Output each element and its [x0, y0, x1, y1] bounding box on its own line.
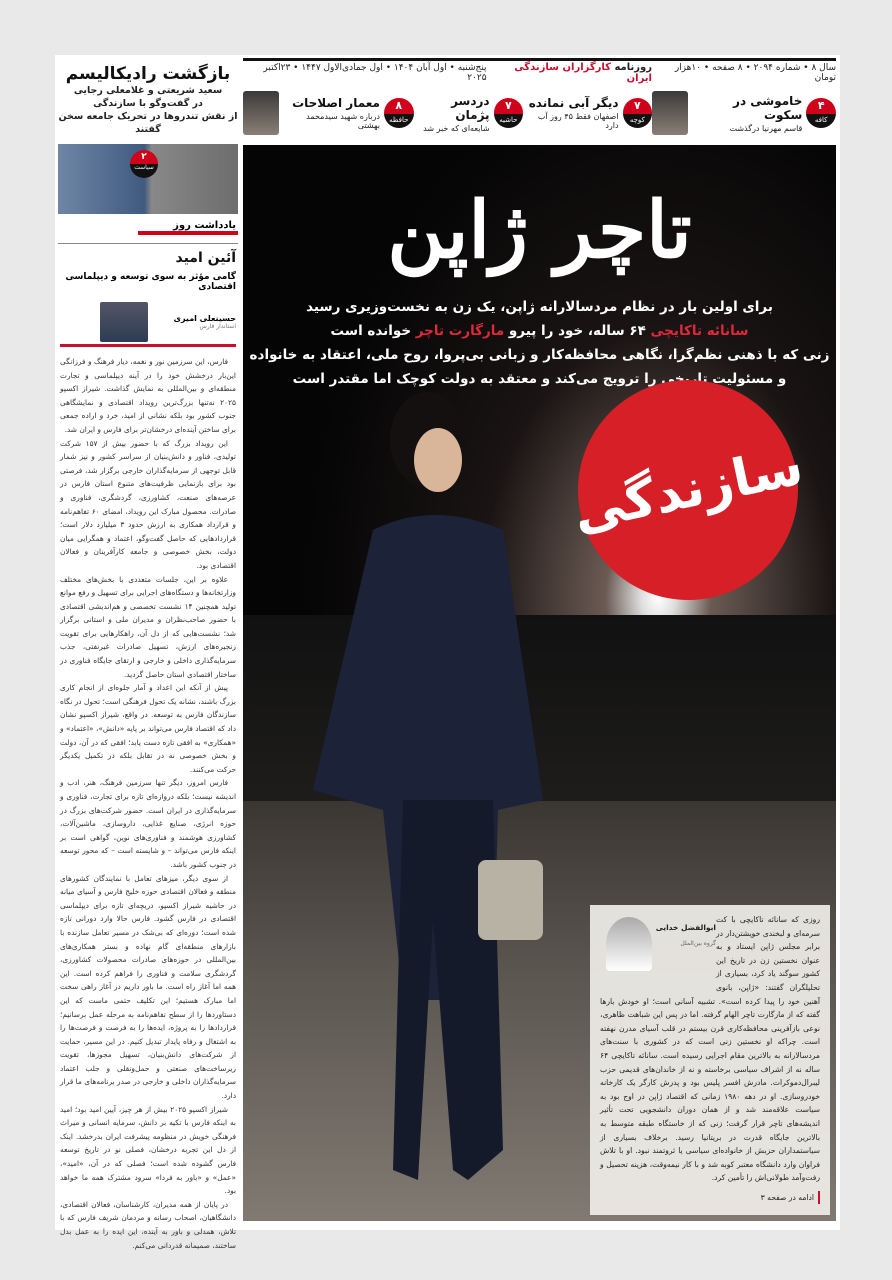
teaser-item[interactable]: ۷ حاشیه دردسر پژمان شایعه‌ای که خبر شد: [414, 88, 524, 138]
teaser-item[interactable]: ۸ حافظه معمار اصلاحات درباره شهید سیدمحمد بهشتی: [243, 88, 414, 138]
teaser-item[interactable]: ۷ کوچه دیگر آبی نمانده اصفهان فقط ۴۵ روز آب دارد: [523, 88, 652, 138]
left-headline: بازگشت رادیکالیسم: [65, 64, 231, 84]
author-block: ابوالفضل خدایی گروه بین‌الملل: [606, 913, 716, 977]
issue-info: سال ۸ • شماره ۲۰۹۴ • ۸ صفحه • ۱۰هزار تومان: [674, 63, 836, 83]
author-photo: [100, 302, 148, 342]
article-body: روزی که سانائه تاکایچی با کت سرمه‌ای و لبخندی خویشتن‌دار در برابر مجلس ژاپن ایستاد و به عنوان نخستین زن در تاریخ این کشور سوگند یاد کرد، بسیاری از تحلیلگران گفتند: «ژاپن، بانوی آهنین خود را پیدا کرده است». تشبیه آسانی است؛ او خودش بارها گفته که از مارگارت تاچر الهام گرفته. اما در پس این شباهت ظاهری، نوعی بازآفرینی محافظه‌کاری قرن بیستم در قلب آسیای مدرن نهفته است. چراکه او نخستین زنی است که در کشوری با سنت‌های مردسالارانه به بالاترین مقام اجرایی رسیده است. سانائه تاکایچی ۶۴ ساله نه از اشراف سیاسی برخاسته و نه از خاندان‌های قدیمی حزب لیبرال‌دموکرات. مادرش افسر پلیس بود و پدرش کارگر یک کارخانه خودروسازی. او در دهه ۱۹۸۰ زمانی که اقتصاد ژاپن در اوج بود به سیاست علاقه‌مند شد و از همان دوران دانشجویی تحت تأثیر اندیشه‌های تاچر قرار گرفت؛ زنی که از خاستگاه طبقه متوسط به بالاترین جایگاه قدرت در بریتانیا رسید. برخلاف بسیاری از سیاستمداران حزبش از خانواده‌ای سیاسی یا ثروتمند نبود. او با تلاش فراوان وارد دانشگاه معتبر کوبه شد و با کار نیمه‌وقت، هزینه تحصیل و رفت‌وآمد طولانی‌اش را تأمین کرد.: [600, 915, 820, 1183]
page-badge: ۷ حاشیه: [494, 98, 524, 128]
masthead: [243, 64, 836, 82]
editorial-title: آئین امید: [175, 250, 236, 266]
author-photo: [606, 917, 652, 971]
page-badge: ۴ کافه: [806, 98, 836, 128]
section-label: یادداشت روز: [138, 220, 238, 235]
left-column: [58, 58, 238, 1250]
divider: [243, 58, 836, 61]
page-badge: ۲ سیاست: [130, 150, 158, 178]
page-badge: ۷ کوچه: [623, 98, 653, 128]
continued-link[interactable]: ادامه در صفحه ۳: [761, 1191, 820, 1205]
sazandegi-logo: سازندگی: [558, 360, 819, 621]
left-story[interactable]: بازگشت رادیکالیسم سعید شریعتی و غلامعلی رجایی در گفت‌وگو با سازندگی از نقش تندروها در تحریک جامعه سخن گفتند: [58, 64, 238, 135]
teaser-item[interactable]: ۴ کافه خاموشی در سکوت قاسم مهرنیا درگذشت: [652, 88, 836, 138]
main-headline: تاچر ژاپن: [387, 185, 692, 276]
portrait-photo: [652, 91, 688, 135]
editorial-subtitle: گامی مؤثر به سوی توسعه و دیپلماسی اقتصادی: [65, 272, 236, 292]
portrait-photo: [243, 91, 279, 135]
author-block: حسینعلی امیری استاندار فارس: [60, 302, 236, 347]
editorial-body: فارس، این سرزمین نور و نغمه، دیار فرهنگ و فرزانگی این‌بار درخشش خود را در آینه دیپلماسی و تجارت منطقه‌ای و بین‌المللی به نمایش گذاشت. شیراز اکسپو ۲۰۲۵ نه‌تنها بزرگ‌ترین رویداد اقتصادی و نمایشگاهی جنوب کشور بود بلکه نشانی از امید، خرد و اراده جمعی برای ساختن آینده‌ای درخشان‌تر برای فارس و ایران شد. این رویداد بزرگ که با حضور بیش از ۱۵۷ شرکت تولیدی، فناور و دانش‌بنیان از سراسر کشور و نیز شمار قابل توجهی از سرمایه‌گذاران خارجی برگزار شد، فرصتی بود برای بازنمایی ظرفیت‌های متنوع استان فارس در عرصه‌های صنعت، کشاورزی، گردشگری، فناوری و صادرات. محصول مبارک این رویداد، امضای ۶۰ تفاهم‌نامه و قرارداد همکاری به ارزش حدود ۳ میلیارد دلار است؛ قراردادهایی که حاصل گفت‌وگو، اعتماد و همگرایی میان دولت، بخش خصوصی و جامعه کارآفرینان و فعالان اقتصادی بود. علاوه بر این، جلسات متعددی با بخش‌های مختلف وزارتخانه‌ها و دستگاه‌های اجرایی برای تسهیل و رفع موانع تولید همچنین ۱۴ نشست تخصصی و هم‌اندیشی اقتصادی با حضور صاحب‌نظران و مدیران ملی و استانی برگزار شد؛ نشست‌هایی که از دل آن، راهکارهایی برای تقویت زنجیره‌های ارزش، تسهیل صادرات غیرنفتی، جذب سرمایه‌گذاری داخلی و خارجی و ارتقای جایگاه فناوری در ساختار اقتصادی استان حاصل گردید. پیش از آنکه این اعداد و آمار جلوه‌ای از انجام کاری بزرگ باشند، نشانه یک تحول فرهنگی است؛ تحول در نگاه سازندگان فارس به توسعه. در واقع، شیراز اکسپو نشان داد که اقتصاد فارس می‌تواند بر پایه «دانش»، «اعتماد» و «همکاری» به افقی تازه دست یابد؛ افقی که در آن، دولت و بخش خصوصی نه در تقابل بلکه در تکمیل یکدیگر حرکت می‌کنند. فارس امروز، دیگر تنها سرزمین فرهنگ، هنر، ادب و اندیشه نیست؛ بلکه دروازه‌ای تازه برای تجارت، فناوری و سرمایه‌گذاری در ایران است. حضور شرکت‌های بزرگ در حوزه انرژی، صنایع غذایی، داروسازی، ماشین‌آلات، کشاورزی هوشمند و فناوری‌های نوین، گواهی است بر اینکه فارس می‌تواند – و شایسته است – که محور توسعه در جنوب کشور باشد. از سوی دیگر، میزهای تعامل با نمایندگان کشورهای منطقه و فعالان اقتصادی حوزه خلیج فارس و آسیای میانه در حاشیه شیراز اکسپو، دریچه‌ای تازه برای دیپلماسی اقتصادی در فارس گشود. فارس حالا وارد دورانی تازه شده است؛ دوره‌ای که بی‌شک در مسیر تعامل سازنده با بازارهای منطقه‌ای گام نهاده و بستر همکاری‌های بین‌المللی در حوزه‌های صادرات محصولات کشاورزی، گردشگری سلامت و فناوری را فراهم کرده است. این همه اما آغاز راه است. ما باور داریم در آغاز راهی سخت اما مبارک هستیم؛ این تکلیف حتمی ماست که این دستاوردها را از سطح تفاهم‌نامه به مرحله عمل برسانیم؛ قراردادها را به پروژه، ایده‌ها را به فرصت و فرصت‌ها را به اشتغال و رفاه پایدار تبدیل کنیم. در این مسیر، حمایت از شرکت‌های دانش‌بنیان، تسهیل مجوزها، تقویت زیرساخت‌های صنعتی و حمل‌ونقلی و جلب اعتماد سرمایه‌گذاران داخلی و خارجی در صدر برنامه‌های ما قرار دارد. شیراز اکسپو ۲۰۲۵ بیش از هر چیز، آیین امید بود؛ امید به اینکه فارس با تکیه بر دانش، سرمایه انسانی و میراث فرهنگی خویش در منظومه پیشرفت ایران بدرخشد. اینک از دل این تجربه درخشان، فصلی نو در تاریخ توسعه فارس گشوده شده است؛ فصلی که در آن، «امید»، «عمل» و «باور به فردا» سرود مشترک همه ما خواهد بود. در پایان از همه مدیران، کارشناسان، فعالان اقتصادی، دانشگاهیان، اصحاب رسانه و مردمان شریف فارس که با تلاش، همدلی و باور به آینده، این ایده را به عمل بدل ساختند، صمیمانه قدردانی می‌کنم.: [60, 357, 237, 1250]
page-badge: ۸ حافظه: [384, 98, 414, 128]
issue-date: پنج‌شنبه • اول آبان ۱۴۰۴ • اول جمادی‌الاول ۱۴۴۷ • ۲۳اکتبر ۲۰۲۵: [263, 63, 487, 83]
article-box: [590, 905, 830, 1215]
lead-text: برای اولین بار در نظام مردسالارانه ژاپن، یک زن به نخست‌وزیری رسید سانائه تاکایچی ۶۴ ساله، خود را پیرو مارگارت تاچر خوانده است زنی که با ذهنی نظم‌گرا، نگاهی محافظه‌کار و زبانی بی‌پروا، روح ملی، اعتقاد به خانواده و مسئولیت تاریخی را ترویج می‌کند و معتقد به دولت کوچک اما مقتدر است: [249, 299, 830, 387]
interview-photo: [58, 144, 238, 214]
editorial: [58, 243, 238, 1252]
newspaper-brand: روزنامه کارگزاران سازندگی ایران: [514, 62, 652, 84]
teaser-bar: [243, 88, 836, 140]
main-photo: [243, 145, 836, 1221]
woman-figure: [253, 380, 553, 1220]
